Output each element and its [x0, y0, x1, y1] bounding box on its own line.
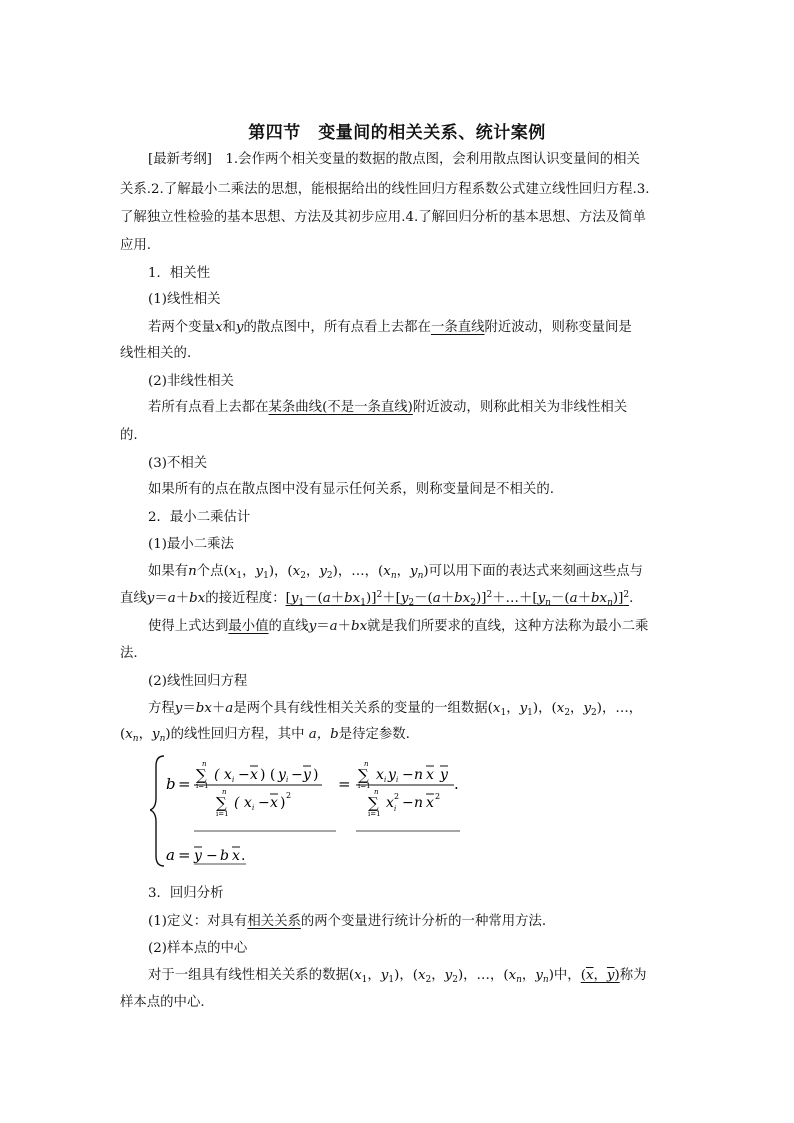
svg-text:i: i — [286, 776, 289, 784]
svg-text:x: x — [270, 795, 278, 811]
svg-text:y: y — [194, 848, 202, 864]
sample-center-heading: (2)样本点的中心 — [148, 941, 248, 956]
svg-text:.: . — [241, 848, 246, 864]
svg-text:n: n — [364, 760, 369, 768]
svg-text:x: x — [232, 848, 240, 864]
svg-text:): ) — [280, 795, 286, 811]
outline-line-2: 关系.2.了解最小二乘法的思想，能根据给出的线性回归方程系数公式建立线性回归方程.3. — [120, 182, 650, 197]
sum-of-squares-expression: $[y_1-(a+bx_1)]^2+[y_2-(a+bx_2)]^2+\dots+[y_n-(a+bx_n)]^2$ — [285, 590, 630, 608]
least-squares-text-1: 如果有n个点($x_1$，$y_1$)，($x_2$，$y_2$)，…，($x_n$，$y_n$)可以用下面的表达式来刻画这些点与 — [148, 564, 643, 581]
svg-text:−: − — [238, 767, 250, 783]
svg-text:2: 2 — [286, 791, 292, 800]
svg-text:n: n — [222, 788, 227, 796]
svg-text:n: n — [202, 760, 207, 768]
outline-line-3: 了解独立性检验的基本思想、方法及其初步应用.4.了解回归分析的基本思想、方法及简单 — [120, 210, 646, 225]
svg-text:∑: ∑ — [358, 766, 369, 784]
svg-text:−: − — [402, 795, 414, 811]
svg-text:x: x — [250, 767, 258, 783]
svg-text:∑: ∑ — [368, 794, 379, 812]
svg-text:i: i — [394, 805, 397, 813]
svg-text:y: y — [278, 767, 286, 783]
linear-text-2: 线性相关的. — [120, 346, 192, 361]
svg-text:( x: ( x — [214, 767, 232, 783]
svg-text:i=1: i=1 — [216, 810, 229, 818]
none-text: 如果所有的点在散点图中没有显示任何关系，则称变量间是不相关的. — [148, 482, 554, 497]
svg-text:b: b — [166, 775, 176, 793]
svg-text:): ) — [313, 767, 319, 783]
svg-text:x: x — [386, 795, 394, 811]
svg-text:2: 2 — [435, 792, 441, 801]
svg-text:a: a — [166, 846, 175, 864]
svg-text:x: x — [426, 767, 434, 783]
regression-definition: (1)定义：对具有相关关系的两个变量进行统计分析的一种常用方法. — [148, 914, 547, 929]
nonlinear-underline: 某条曲线(不是一条直线) — [268, 400, 413, 415]
regression-text-1: 方程y＝bx＋a是两个具有线性相关关系的变量的一组数据($x_1$，$y_1$)，($x_2$，$y_2$)，…， — [148, 701, 643, 718]
svg-text:∑: ∑ — [216, 794, 227, 812]
svg-text:i=1: i=1 — [196, 782, 209, 790]
svg-text:n: n — [374, 788, 379, 796]
svg-text:=: = — [178, 775, 191, 793]
linear-heading: (1)线性相关 — [148, 292, 221, 307]
svg-text:i: i — [252, 804, 255, 812]
regression-coefficient-formula — [150, 752, 480, 872]
nonlinear-text-1: 若所有点看上去都在某条曲线(不是一条直线)附近波动，则称此相关为非线性相关 — [148, 400, 628, 415]
svg-text:−: − — [206, 848, 218, 864]
nonlinear-text-2: 的. — [120, 428, 138, 443]
relation-underline: 相关关系 — [247, 914, 301, 929]
svg-text:y: y — [440, 767, 448, 783]
sample-center-text-1: 对于一组具有线性相关关系的数据($x_1$，$y_1$)，($x_2$，$y_2$)，…，($x_n$，$y_n$)中，(x，y)称为 — [148, 968, 647, 985]
svg-text:x: x — [376, 767, 384, 783]
linear-text-1: 若两个变量x和y的散点图中，所有点看上去都在一条直线附近波动，则称变量间是 — [148, 320, 632, 335]
svg-text:.: . — [454, 775, 459, 793]
least-squares-text-2: 直线y＝a＋bx的接近程度：$[y_1-(a+bx_1)]^2+[y_2-(a+bx_2)]^2+\dots+[y_n-(a+bx_n)]^2$. — [120, 590, 634, 608]
page-title: 第四节 变量间的相关关系、统计案例 — [248, 123, 546, 143]
svg-text:−: − — [402, 767, 414, 783]
none-heading: (3)不相关 — [148, 456, 208, 471]
min-value-underline: 最小值 — [228, 619, 269, 634]
svg-text:y: y — [388, 767, 396, 783]
sample-center-expression: (x，y) — [580, 968, 620, 983]
svg-text:i: i — [232, 776, 235, 784]
svg-text:=: = — [178, 846, 191, 864]
svg-text:b: b — [220, 848, 229, 864]
linear-underline: 一条直线 — [430, 320, 485, 335]
svg-text:−: − — [258, 795, 270, 811]
svg-text:n: n — [414, 795, 424, 811]
regression-text-2: ($x_n$，$y_n$)的线性回归方程，其中 a，b是待定参数. — [120, 727, 410, 744]
svg-text:i: i — [384, 776, 387, 784]
least-squares-text-4: 法. — [120, 646, 138, 661]
svg-text:x: x — [426, 795, 434, 811]
svg-text:−: − — [291, 767, 303, 783]
sample-center-text-2: 样本点的中心. — [120, 995, 205, 1010]
outline-line-4: 应用. — [120, 238, 152, 253]
nonlinear-heading: (2)非线性相关 — [148, 374, 234, 389]
svg-text:i=1: i=1 — [368, 810, 381, 818]
svg-text:) (: ) ( — [260, 767, 276, 783]
svg-text:y: y — [303, 767, 311, 783]
svg-text:2: 2 — [394, 792, 400, 801]
svg-text:( x: ( x — [234, 795, 252, 811]
section-2-heading: 2．最小二乘估计 — [148, 510, 251, 525]
least-squares-text-3: 使得上式达到最小值的直线y＝a＋bx就是我们所要求的直线，这种方法称为最小二乘 — [148, 619, 649, 634]
section-3-heading: 3．回归分析 — [148, 886, 224, 901]
svg-text:n: n — [414, 767, 424, 783]
svg-text:i: i — [396, 776, 399, 784]
svg-text:∑: ∑ — [196, 766, 207, 784]
section-1-heading: 1．相关性 — [148, 266, 211, 281]
regression-heading: (2)线性回归方程 — [148, 674, 248, 689]
outline-line-1: [最新考纲] 1.会作两个相关变量的数据的散点图，会利用散点图认识变量间的相关 — [148, 152, 640, 167]
least-squares-heading: (1)最小二乘法 — [148, 537, 234, 552]
svg-text:i=1: i=1 — [358, 782, 371, 790]
svg-text:=: = — [338, 775, 351, 793]
